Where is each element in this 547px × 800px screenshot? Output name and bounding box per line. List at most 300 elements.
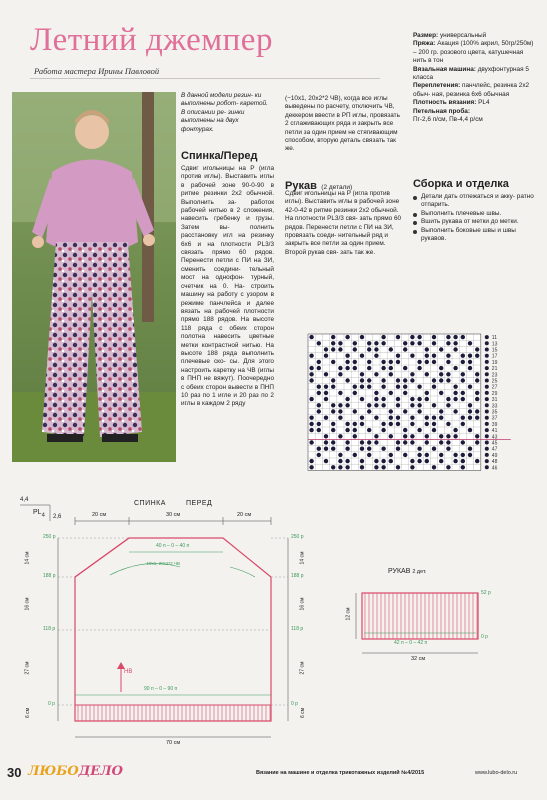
- pattern-stitch-dot: [417, 341, 421, 345]
- pattern-stitch-dot: [389, 434, 393, 438]
- pattern-stitch-dot: [324, 434, 328, 438]
- pattern-stitch-dot: [389, 459, 393, 463]
- pattern-stitch-dot: [374, 372, 378, 376]
- pattern-stitch-dot: [324, 397, 328, 401]
- row-mark-right-250: 250 р: [291, 534, 304, 540]
- pattern-stitch-dot: [425, 372, 429, 376]
- pattern-stitch-dot: [396, 440, 400, 444]
- pattern-stitch-dot: [446, 378, 450, 382]
- pattern-stitch-dot: [338, 465, 342, 469]
- row-marker-dot: [485, 385, 489, 389]
- row-mark-left-0: 0 р: [48, 701, 55, 707]
- pattern-stitch-dot: [317, 385, 321, 389]
- pattern-stitch-dot: [417, 366, 421, 370]
- assembly-step: Выполнить боковые швы и швы рукавов.: [413, 227, 537, 244]
- row-marker-dot: [485, 434, 489, 438]
- pattern-stitch-dot: [381, 422, 385, 426]
- pattern-stitch-dot: [324, 416, 328, 420]
- pattern-stitch-dot: [396, 403, 400, 407]
- pattern-stitch-dot: [446, 360, 450, 364]
- spec-size-label: Размер:: [413, 32, 439, 39]
- pattern-stitch-dot: [353, 347, 357, 351]
- pattern-stitch-dot: [331, 360, 335, 364]
- row-number-label: 27: [491, 384, 498, 391]
- pattern-stitch-dot: [461, 372, 465, 376]
- row-number-label: 15: [491, 347, 498, 354]
- row-marker-dot: [485, 379, 489, 383]
- sleeve-rows-top: 52 р: [481, 590, 491, 596]
- row-marker-dot: [485, 397, 489, 401]
- pattern-stitch-dot: [396, 416, 400, 420]
- row-number-label: 35: [491, 409, 498, 416]
- sleeve-count: (2 детали): [321, 184, 353, 191]
- pattern-stitch-dot: [338, 459, 342, 463]
- pattern-stitch-dot: [331, 409, 335, 413]
- body-schema: [20, 497, 340, 757]
- sleeve-schema-count: 2 дет.: [412, 569, 427, 575]
- sleeve-width: 32 см: [411, 656, 426, 662]
- back-front-text: Сдвиг игольницы на Р (игла против иглы). Выставить иглы в рабочей зоне 90-0-90 в ритме резинки 2х2 обычной. Выполнить за- работок рабочей нитью в 2 сложения, навесить гребенку и грузы. Затем вы- полнить расстановку игл на резинку 6х6 и на плотности PL3/3 связать прямо 60 рядов. Перенести петли с ПИ на ЗИ, сменить соедини- тельный мост на однофон- турный, счетчик на 0. На- строить машину на работу с узором в режиме панчлейса и далее вязать на рабочей плотности прямо 188 рядов. На высоте 118 ряда с обеих сторон полотна навесить цветные метки контрастной нитью. На высоте 188 ряда выполнить плечевые ско- сы. Для этого настроить каретку на ЧВ (иглы в ПНП не вяжут). Поочередно с обеих сторон вывести в ПНП 10 раз по 1 игле и 20 раз по 2 иглы в каждом 2 ряду: [181, 165, 274, 408]
- pattern-stitch-dot: [446, 403, 450, 407]
- row-number-label: 25: [491, 378, 498, 385]
- pattern-stitch-dot: [309, 465, 313, 469]
- pattern-stitch-dot: [439, 347, 443, 351]
- pattern-stitch-dot: [309, 428, 313, 432]
- pattern-stitch-dot: [461, 378, 465, 382]
- row-number-label: 13: [491, 341, 498, 348]
- pattern-stitch-dot: [432, 465, 436, 469]
- pattern-stitch-dot: [475, 434, 479, 438]
- pattern-stitch-dot: [461, 465, 465, 469]
- needles-bottom: 90 п – 0 – 90 п: [144, 686, 178, 692]
- pattern-stitch-dot: [432, 447, 436, 451]
- pattern-stitch-dot: [345, 459, 349, 463]
- pattern-stitch-dot: [345, 465, 349, 469]
- row-marker-dot: [485, 428, 489, 432]
- assembly-step: Вшить рукава от метки до метки.: [413, 218, 537, 226]
- pattern-stitch-dot: [360, 372, 364, 376]
- row-number-label: 11: [491, 335, 498, 342]
- spec-sample-label: Петельная проба:: [413, 107, 470, 115]
- pattern-stitch-dot: [389, 347, 393, 351]
- row-number-label: 41: [491, 428, 498, 435]
- specs-block: [413, 32, 537, 124]
- footer: [0, 762, 547, 784]
- row-marker-dot: [485, 410, 489, 414]
- pattern-stitch-dot: [453, 409, 457, 413]
- site-url: www.lubo-delo.ru: [475, 770, 518, 776]
- pattern-stitch-dot: [353, 391, 357, 395]
- pattern-stitch-dot: [468, 416, 472, 420]
- pattern-stitch-dot: [403, 434, 407, 438]
- pattern-stitch-dot: [360, 354, 364, 358]
- pattern-stitch-dot: [410, 372, 414, 376]
- row-mark-left-250: 250 р: [43, 534, 56, 540]
- pattern-stitch-dot: [324, 447, 328, 451]
- pattern-stitch-dot: [367, 378, 371, 382]
- pattern-stitch-dot: [403, 391, 407, 395]
- pattern-stitch-dot: [360, 378, 364, 382]
- pattern-stitch-dot: [381, 385, 385, 389]
- pattern-stitch-dot: [309, 354, 313, 358]
- pattern-stitch-dot: [403, 453, 407, 457]
- pattern-stitch-dot: [324, 391, 328, 395]
- pattern-stitch-dot: [417, 447, 421, 451]
- spec-machine-label: Вязальная машина:: [413, 65, 476, 73]
- pattern-stitch-dot: [367, 403, 371, 407]
- pattern-stitch-dot: [331, 428, 335, 432]
- pattern-stitch-dot: [331, 378, 335, 382]
- pattern-stitch-dot: [468, 366, 472, 370]
- pattern-stitch-dot: [367, 440, 371, 444]
- dim-top-right: 20 см: [237, 512, 252, 518]
- pattern-stitch-dot: [338, 453, 342, 457]
- row-number-label: 43: [491, 434, 498, 441]
- pattern-stitch-dot: [353, 453, 357, 457]
- pattern-stitch-dot: [425, 459, 429, 463]
- pattern-stitch-dot: [317, 360, 321, 364]
- pattern-stitch-dot: [396, 354, 400, 358]
- row-marker-dot: [485, 416, 489, 420]
- row-mark-left-188: 188 р: [43, 573, 56, 579]
- assembly-step: Выполнить плечевые швы.: [413, 210, 537, 218]
- pattern-stitch-dot: [381, 341, 385, 345]
- pattern-stitch-dot: [425, 354, 429, 358]
- pattern-stitch-dot: [453, 459, 457, 463]
- pattern-stitch-dot: [389, 372, 393, 376]
- row-marker-dot: [485, 422, 489, 426]
- pattern-stitch-dot: [461, 422, 465, 426]
- pattern-stitch-dot: [367, 341, 371, 345]
- pattern-stitch-dot: [353, 385, 357, 389]
- pattern-stitch-dot: [374, 403, 378, 407]
- pattern-stitch-dot: [338, 372, 342, 376]
- pattern-stitch-dot: [317, 409, 321, 413]
- spec-sample: Пг-2,6 п/см, Пв-4,4 р/см: [413, 116, 483, 124]
- pattern-stitch-dot: [374, 341, 378, 345]
- pattern-stitch-dot: [432, 335, 436, 339]
- pattern-stitch-dot: [446, 447, 450, 451]
- pattern-stitch-dot: [453, 428, 457, 432]
- pattern-stitch-dot: [360, 440, 364, 444]
- pattern-stitch-dot: [446, 440, 450, 444]
- pattern-stitch-dot: [360, 385, 364, 389]
- pattern-stitch-dot: [453, 341, 457, 345]
- pattern-stitch-dot: [345, 366, 349, 370]
- pattern-stitch-dot: [317, 447, 321, 451]
- pattern-stitch-dot: [475, 416, 479, 420]
- pattern-stitch-dot: [461, 440, 465, 444]
- pattern-stitch-dot: [475, 372, 479, 376]
- pattern-stitch-dot: [446, 341, 450, 345]
- pattern-stitch-dot: [439, 391, 443, 395]
- pattern-stitch-dot: [381, 459, 385, 463]
- pattern-stitch-dot: [389, 416, 393, 420]
- row-marker-dot: [485, 465, 489, 469]
- pattern-stitch-dot: [338, 403, 342, 407]
- pattern-stitch-dot: [324, 372, 328, 376]
- row-mark-left-118: 118 р: [43, 626, 56, 632]
- header-divider: [30, 78, 380, 79]
- pattern-stitch-dot: [439, 378, 443, 382]
- row-number-label: 17: [491, 353, 498, 360]
- pattern-stitch-dot: [425, 453, 429, 457]
- pattern-stitch-dot: [309, 416, 313, 420]
- pattern-stitch-dot: [453, 391, 457, 395]
- pattern-stitch-dot: [446, 372, 450, 376]
- pattern-stitch-dot: [360, 335, 364, 339]
- pattern-stitch-dot: [309, 397, 313, 401]
- pattern-stitch-dot: [338, 366, 342, 370]
- pattern-stitch-dot: [417, 459, 421, 463]
- pattern-stitch-dot: [317, 341, 321, 345]
- pattern-stitch-dot: [324, 347, 328, 351]
- pattern-stitch-dot: [468, 354, 472, 358]
- pattern-stitch-dot: [468, 428, 472, 432]
- pattern-stitch-dot: [353, 434, 357, 438]
- pattern-stitch-dot: [410, 440, 414, 444]
- pattern-stitch-dot: [446, 434, 450, 438]
- pattern-stitch-dot: [338, 416, 342, 420]
- pattern-stitch-dot: [410, 459, 414, 463]
- pattern-stitch-dot: [324, 385, 328, 389]
- pattern-stitch-dot: [410, 354, 414, 358]
- pattern-stitch-dot: [381, 403, 385, 407]
- pattern-stitch-dot: [410, 397, 414, 401]
- pattern-stitch-dot: [396, 465, 400, 469]
- pattern-stitch-dot: [453, 453, 457, 457]
- pattern-stitch-dot: [367, 366, 371, 370]
- assembly-step: Детали дать отлежаться и акку- ратно отпарить.: [413, 193, 537, 210]
- pattern-stitch-dot: [403, 440, 407, 444]
- pattern-stitch-dot: [453, 385, 457, 389]
- row-number-label: 47: [491, 446, 498, 453]
- pattern-stitch-dot: [417, 385, 421, 389]
- pattern-stitch-dot: [331, 422, 335, 426]
- pattern-stitch-dot: [374, 440, 378, 444]
- pattern-stitch-dot: [381, 397, 385, 401]
- pattern-stitch-dot: [403, 385, 407, 389]
- pattern-stitch-dot: [461, 335, 465, 339]
- model-photo: [12, 92, 176, 462]
- assembly-list: [413, 193, 537, 243]
- row-marker-dot: [485, 403, 489, 407]
- author-line: Работа мастера Ирины Павловой: [34, 66, 160, 76]
- pattern-stitch-dot: [410, 422, 414, 426]
- pattern-stitch-dot: [425, 397, 429, 401]
- pattern-stitch-dot: [439, 459, 443, 463]
- pattern-stitch-dot: [309, 378, 313, 382]
- row-number-label: 49: [491, 452, 498, 459]
- pattern-stitch-dot: [360, 397, 364, 401]
- row-number-label: 33: [491, 403, 498, 410]
- row-marker-dot: [485, 459, 489, 463]
- pattern-stitch-dot: [345, 403, 349, 407]
- pattern-stitch-dot: [396, 447, 400, 451]
- pattern-stitch-dot: [353, 428, 357, 432]
- pattern-stitch-dot: [360, 422, 364, 426]
- pattern-stitch-dot: [475, 378, 479, 382]
- brand-part-b: ДЕЛО: [78, 764, 123, 779]
- pattern-stitch-dot: [345, 378, 349, 382]
- pattern-stitch-dot: [439, 440, 443, 444]
- pl-label: [33, 509, 45, 518]
- density-side: 2,6: [53, 514, 62, 520]
- pattern-stitch-dot: [396, 378, 400, 382]
- pattern-stitch-dot: [374, 459, 378, 463]
- pattern-stitch-dot: [389, 360, 393, 364]
- pattern-stitch-dot: [353, 341, 357, 345]
- pl-number: 4: [41, 512, 45, 519]
- sleeve-schema-title: РУКАВ: [388, 568, 411, 575]
- page-number: 30: [7, 765, 22, 780]
- pattern-stitch-dot: [381, 378, 385, 382]
- row-marker-dot: [485, 341, 489, 345]
- pattern-stitch-dot: [403, 347, 407, 351]
- pattern-stitch-dot: [432, 354, 436, 358]
- pattern-stitch-dot: [410, 434, 414, 438]
- pattern-stitch-dot: [432, 403, 436, 407]
- pattern-stitch-dot: [432, 360, 436, 364]
- pattern-stitch-dot: [374, 347, 378, 351]
- pattern-stitch-dot: [374, 416, 378, 420]
- pattern-stitch-dot: [367, 447, 371, 451]
- sleeve-text: Сдвиг игольницы на Р (игла против иглы). Выставить иглы в рабочей зоне 42-0-42 в ритме резинки 2х2 обычной. На плотности PL3/3 свя- зать прямо 60 рядов. Перенести петли с ПИ на ЗИ, провязать соеди- нительный ряд и закрыть все петли за один прием. Второй рукав свя- зать так же.: [285, 190, 402, 256]
- pattern-stitch-dot: [331, 341, 335, 345]
- pattern-stitch-dot: [309, 422, 313, 426]
- pattern-stitch-dot: [410, 465, 414, 469]
- row-marker-dot: [485, 441, 489, 445]
- pattern-stitch-dot: [475, 459, 479, 463]
- pattern-stitch-dot: [439, 453, 443, 457]
- pattern-stitch-dot: [338, 409, 342, 413]
- row-marker-dot: [485, 348, 489, 352]
- pattern-stitch-dot: [331, 465, 335, 469]
- pattern-stitch-dot: [374, 354, 378, 358]
- pattern-stitch-dot: [396, 385, 400, 389]
- pattern-stitch-dot: [432, 385, 436, 389]
- pattern-stitch-dot: [389, 422, 393, 426]
- pattern-stitch-dot: [367, 347, 371, 351]
- pattern-stitch-dot: [309, 366, 313, 370]
- pattern-stitch-dot: [374, 434, 378, 438]
- label-front: ПЕРЕД: [186, 500, 213, 507]
- pattern-stitch-dot: [331, 347, 335, 351]
- section-heading-back-front: Спинка/Перед: [181, 150, 258, 162]
- section-heading-assembly: Сборка и отделка: [413, 178, 509, 190]
- pattern-stitch-dot: [432, 422, 436, 426]
- row-number-label: 23: [491, 372, 498, 379]
- pattern-stitch-dot: [360, 447, 364, 451]
- pattern-stitch-dot: [389, 391, 393, 395]
- pattern-stitch-dot: [410, 335, 414, 339]
- pattern-stitch-dot: [417, 335, 421, 339]
- pattern-stitch-dot: [309, 440, 313, 444]
- pattern-stitch-dot: [468, 341, 472, 345]
- pattern-stitch-dot: [432, 378, 436, 382]
- pattern-stitch-dot: [338, 434, 342, 438]
- pattern-stitch-dot: [396, 397, 400, 401]
- pattern-stitch-dot: [439, 409, 443, 413]
- pattern-stitch-dot: [317, 366, 321, 370]
- spec-weaves: панчлейс, резинка 2х2 обыч- ная, резинка 6х6 обычная: [413, 82, 530, 98]
- pattern-stitch-dot: [403, 366, 407, 370]
- pattern-stitch-dot: [381, 360, 385, 364]
- height-armhole: 16 см: [24, 597, 31, 611]
- spec-yarn: Акация (100% акрил, 50гр/250м) – 200 гр. розового цвета, катушечная нить в тон: [413, 40, 534, 65]
- pattern-stitch-dot: [367, 428, 371, 432]
- pattern-stitch-dot: [381, 335, 385, 339]
- pattern-stitch-dot: [453, 366, 457, 370]
- pattern-stitch-dot: [353, 409, 357, 413]
- pattern-stitch-dot: [389, 453, 393, 457]
- pattern-stitch-dot: [367, 409, 371, 413]
- height-shoulder-right: 14 см: [299, 551, 306, 565]
- pattern-stitch-dot: [446, 335, 450, 339]
- pattern-stitch-dot: [353, 360, 357, 364]
- section-heading-sleeve: Рукав: [285, 180, 317, 192]
- pattern-stitch-dot: [461, 459, 465, 463]
- pattern-stitch-dot: [345, 335, 349, 339]
- pattern-stitch-dot: [425, 434, 429, 438]
- pattern-stitch-dot: [468, 409, 472, 413]
- sleeve-rows-bottom: 0 р: [481, 634, 488, 640]
- pattern-stitch-dot: [331, 403, 335, 407]
- pattern-stitch-dot: [446, 465, 450, 469]
- pattern-stitch-dot: [345, 397, 349, 401]
- row-marker-dot: [485, 391, 489, 395]
- pattern-stitch-dot: [446, 397, 450, 401]
- pattern-stitch-dot: [360, 459, 364, 463]
- pattern-stitch-dot: [389, 409, 393, 413]
- model-note: В данной модели резин- ки выполнены робот- каретой. В описании ре- зинки выполнены на двух фонтурах.: [181, 92, 268, 133]
- pattern-stitch-dot: [453, 347, 457, 351]
- pattern-stitch-dot: [345, 354, 349, 358]
- pattern-stitch-dot: [432, 341, 436, 345]
- pattern-stitch-dot: [475, 391, 479, 395]
- height-armhole-right: 16 см: [299, 597, 306, 611]
- pattern-stitch-dot: [410, 341, 414, 345]
- pattern-stitch-dot: [425, 422, 429, 426]
- pattern-stitch-dot: [403, 378, 407, 382]
- pattern-stitch-dot: [439, 366, 443, 370]
- pattern-stitch-dot: [432, 428, 436, 432]
- pattern-stitch-dot: [324, 459, 328, 463]
- pattern-stitch-dot: [410, 403, 414, 407]
- density-top: 4,4: [20, 497, 29, 503]
- pattern-stitch-dot: [331, 385, 335, 389]
- row-marker-dot: [485, 453, 489, 457]
- pattern-stitch-dot: [403, 409, 407, 413]
- pattern-stitch-dot: [338, 347, 342, 351]
- row-marker-dot: [485, 372, 489, 376]
- pattern-stitch-dot: [389, 366, 393, 370]
- punch-lace-pattern-chart: [286, 296, 516, 476]
- spec-density-label: Плотность вязания:: [413, 99, 477, 107]
- sleeve-schema: [345, 568, 530, 672]
- row-number-label: 45: [491, 440, 498, 447]
- pattern-stitch-dot: [417, 360, 421, 364]
- pattern-stitch-dot: [439, 434, 443, 438]
- pattern-stitch-dot: [353, 366, 357, 370]
- pattern-stitch-dot: [475, 440, 479, 444]
- row-number-label: 39: [491, 421, 498, 428]
- pattern-stitch-dot: [345, 360, 349, 364]
- brand-part-a: ЛЮБО: [28, 764, 79, 779]
- pattern-stitch-dot: [417, 428, 421, 432]
- pattern-stitch-dot: [345, 440, 349, 444]
- pattern-stitch-dot: [317, 403, 321, 407]
